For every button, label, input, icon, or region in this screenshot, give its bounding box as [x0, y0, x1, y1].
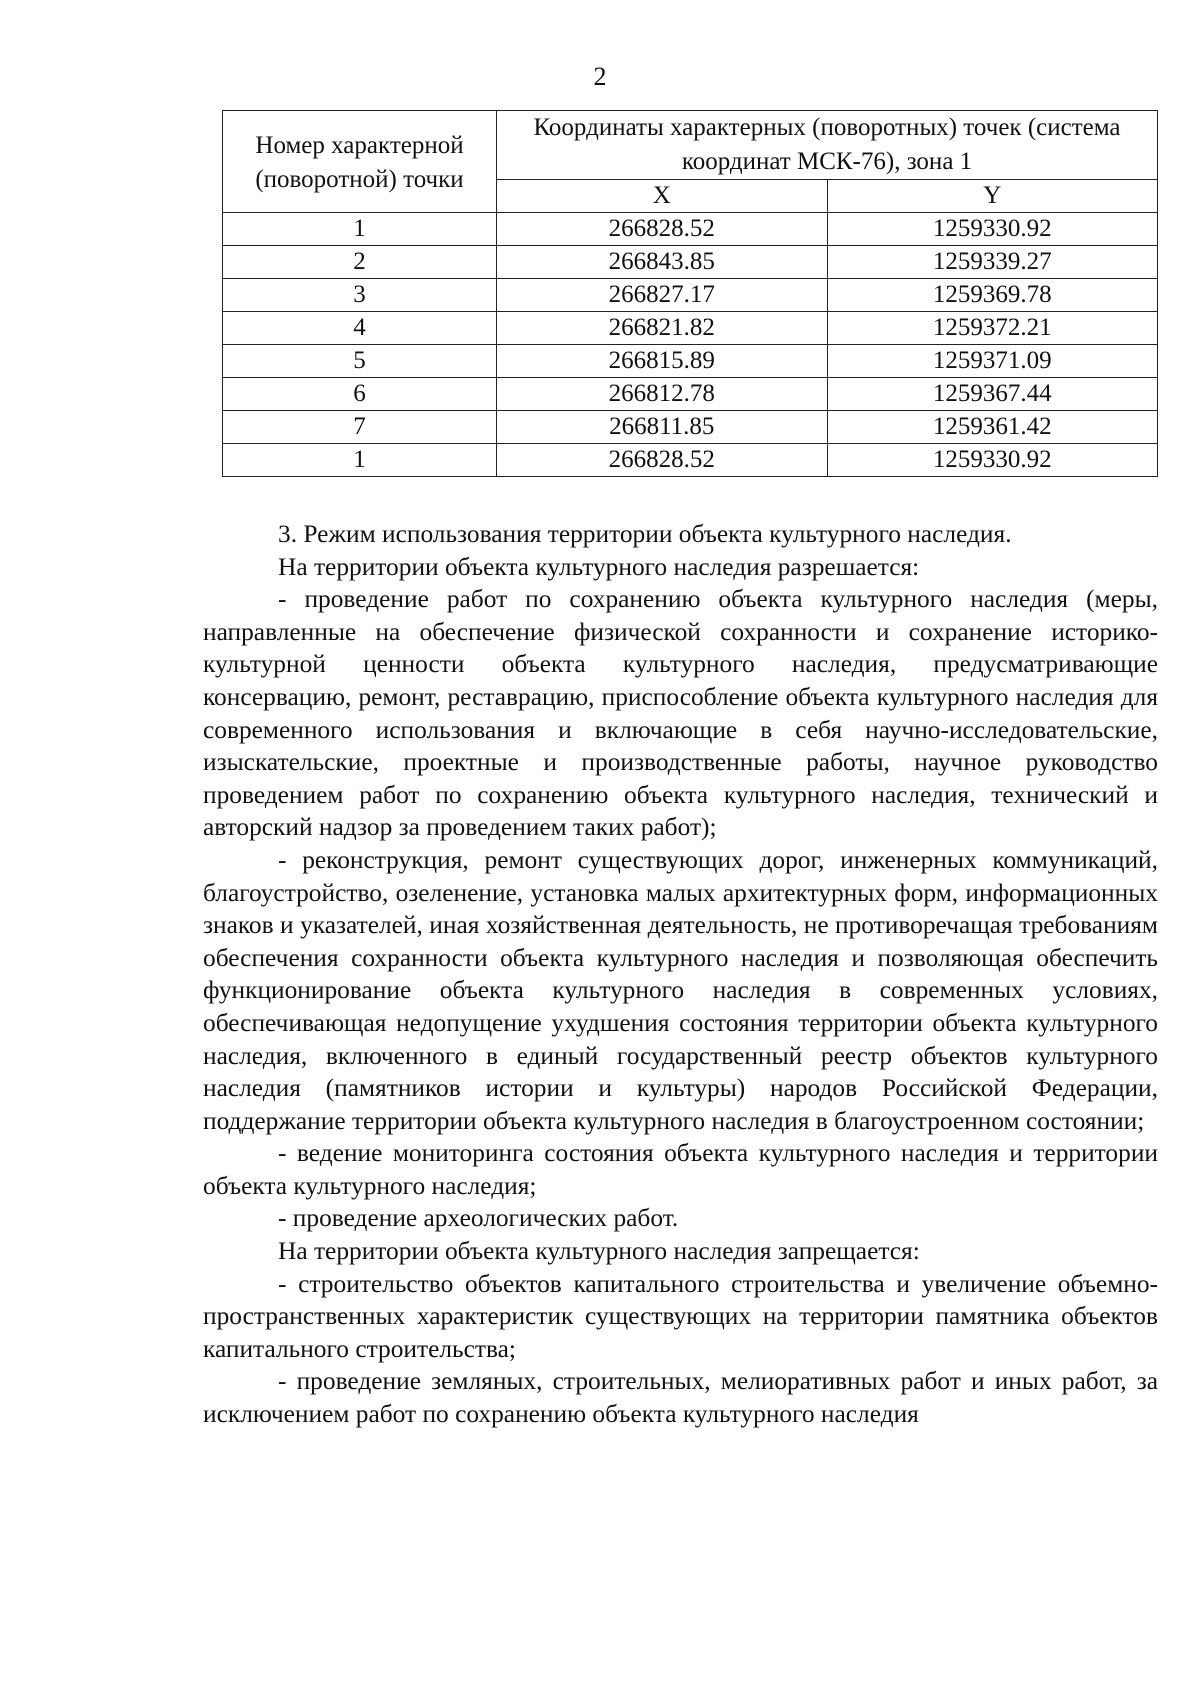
point-number-cell: 6 — [223, 378, 497, 411]
header-x: X — [497, 180, 828, 213]
y-cell: 1259330.92 — [827, 444, 1158, 477]
prohibited-item: - проведение земляных, строительных, мелиоративных работ и иных работ, за исключением работ по сохранению объекта культурного наследия — [203, 1367, 1158, 1429]
header-point-number: Номер характерной (поворотной) точки — [223, 111, 497, 213]
table-row — [223, 246, 1158, 279]
y-cell: 1259339.27 — [827, 246, 1158, 279]
prohibited-item: - строительство объектов капитального строительства и увеличение объемно-пространственных характеристик существующих на территории памятника объектов капитального строительства; — [203, 1269, 1158, 1363]
x-cell: 266828.52 — [497, 444, 828, 477]
coordinates-table — [222, 110, 1158, 477]
point-number-cell: 3 — [223, 279, 497, 312]
point-number-cell: 7 — [223, 411, 497, 444]
x-cell: 266812.78 — [497, 378, 828, 411]
allowed-item: - ведение мониторинга состояния объекта культурного наследия и территории объекта культурного наследия; — [203, 1139, 1158, 1200]
header-y: Y — [827, 180, 1158, 213]
table-row — [223, 213, 1158, 246]
table-row — [223, 345, 1158, 378]
section-heading: 3. Режим использования территории объекта культурного наследия. — [278, 520, 1012, 548]
prohibited-intro: На территории объекта культурного наследия запрещается: — [278, 1237, 920, 1266]
table-row — [223, 279, 1158, 312]
point-number-cell: 2 — [223, 246, 497, 279]
header-coordinates: Координаты характерных (поворотных) точек (система координат МСК-76), зона 1 — [497, 111, 1158, 180]
x-cell: 266811.85 — [497, 411, 828, 444]
point-number-cell: 4 — [223, 312, 497, 345]
point-number-cell: 1 — [223, 213, 497, 246]
allowed-intro: На территории объекта культурного наследия разрешается: — [278, 552, 920, 581]
x-cell: 266843.85 — [497, 246, 828, 279]
x-cell: 266821.82 — [497, 312, 828, 345]
y-cell: 1259369.78 — [827, 279, 1158, 312]
table-row — [223, 312, 1158, 345]
y-cell: 1259372.21 — [827, 312, 1158, 345]
x-cell: 266827.17 — [497, 279, 828, 312]
page-number: 2 — [593, 62, 607, 91]
x-cell: 266828.52 — [497, 213, 828, 246]
y-cell: 1259371.09 — [827, 345, 1158, 378]
y-cell: 1259367.44 — [827, 378, 1158, 411]
y-cell: 1259361.42 — [827, 411, 1158, 444]
table-row — [223, 378, 1158, 411]
x-cell: 266815.89 — [497, 345, 828, 378]
table-row — [223, 444, 1158, 477]
allowed-item: - реконструкция, ремонт существующих дорог, инженерных коммуникаций, благоустройство, озеленение, установка малых архитектурных форм, информационных знаков и указателей, иная хозяйственная деятельность, не противоречащая требованиям обеспечения сохранности объекта культурного наследия и позволяющая обеспечить функционирование объекта культурного наследия в современных условиях, обеспечивающая недопущение ухудшения состояния территории объекта культурного наследия, включенного в единый государственный реестр объектов культурного наследия (памятников истории и культуры) народов Российской Федерации, поддержание территории объекта культурного наследия в благоустроенном состоянии; — [203, 845, 1158, 1135]
table-row — [223, 411, 1158, 444]
point-number-cell: 5 — [223, 345, 497, 378]
document-body — [203, 518, 1158, 1431]
y-cell: 1259330.92 — [827, 213, 1158, 246]
point-number-cell: 1 — [223, 444, 497, 477]
allowed-item: - проведение работ по сохранению объекта культурного наследия (меры, направленные на обеспечение физической сохранности и сохранение историко-культурной ценности объекта культурного наследия, предусматривающие консервацию, ремонт, реставрацию, приспособление объекта культурного наследия для современного использования и включающие в себя научно-исследовательские, изыскательские, проектные и производственные работы, научное руководство проведением работ по сохранению объекта культурного наследия, технический и авторский надзор за проведением таких работ); — [203, 585, 1158, 842]
allowed-item: - проведение археологических работ. — [278, 1204, 679, 1233]
